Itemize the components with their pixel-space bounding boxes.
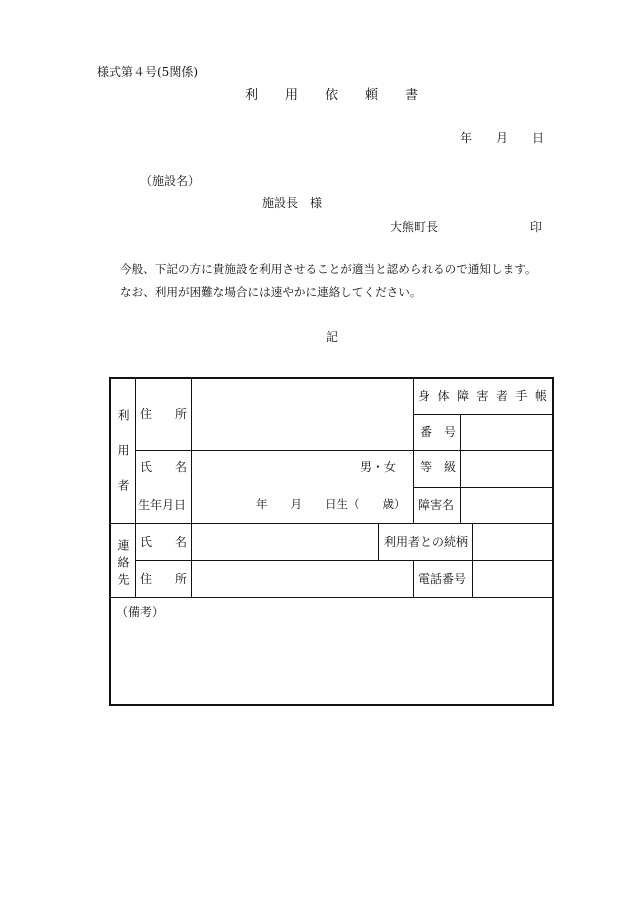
user-group-label: 利用者 (116, 409, 130, 514)
phone-label: 電話番号 (418, 572, 467, 586)
birthdate-format: 年 月 日生（ 歳） (256, 497, 406, 511)
form-number: 様式第４号(5関係) (97, 65, 198, 79)
handbook-label: 身体障害者手帳 (418, 389, 555, 403)
remarks-label: （備考） (116, 605, 165, 619)
user-address-label: 住 所 (140, 407, 193, 421)
user-name-label: 氏 名 (140, 460, 193, 474)
facility-name: （施設名） (140, 174, 201, 188)
grade-label: 等 級 (420, 460, 457, 474)
seal-mark: 印 (530, 220, 543, 234)
gender-options: 男・女 (360, 460, 397, 474)
handbook-number-label: 番 号 (420, 425, 457, 439)
ki-heading: 記 (326, 330, 339, 344)
body-paragraph-1: 今般、下記の方に貴施設を利用させることが適当と認められるので通知します。 (120, 262, 537, 276)
birthdate-label: 生年月日 (138, 498, 187, 512)
disability-label: 障害名 (418, 498, 455, 512)
sender-name: 大熊町長 (390, 220, 439, 234)
contact-address-label: 住 所 (140, 572, 193, 586)
document-title: 利用依頼書 (245, 88, 446, 103)
contact-name-label: 氏 名 (140, 535, 193, 549)
facility-head: 施設長 様 (262, 196, 323, 210)
relationship-label: 利用者との続柄 (384, 535, 469, 549)
body-paragraph-2: なお、利用が困難な場合には速やかに連絡してください。 (120, 285, 422, 299)
contact-group-label: 連絡先 (116, 539, 130, 590)
date-line: 年 月 日 (460, 131, 545, 145)
